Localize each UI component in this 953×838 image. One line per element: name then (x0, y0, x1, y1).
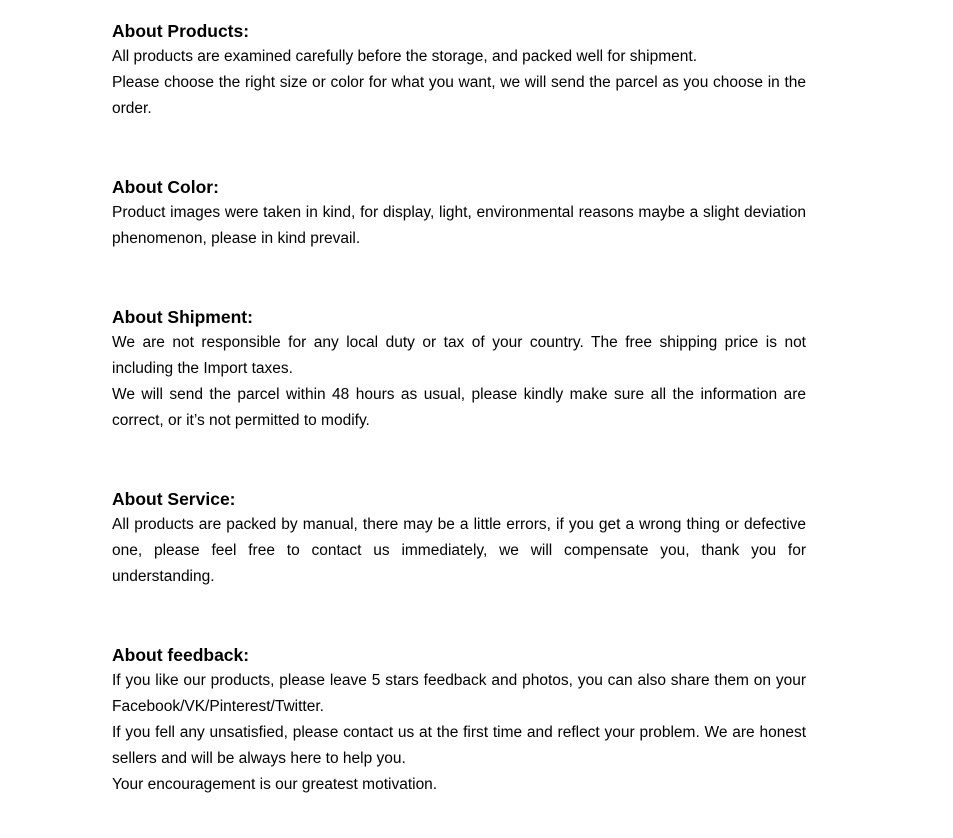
policy-document (112, 18, 806, 798)
section-paragraph: We will send the parcel within 48 hours as usual, please kindly make sure all the information are correct, or it’s not permitted to modify. (112, 386, 806, 429)
section-heading: About Shipment: (112, 307, 253, 327)
section-feedback (112, 642, 806, 798)
section-paragraph: If you fell any unsatisfied, please contact us at the first time and reflect your problem. We are honest sellers and will be always here to help you. (112, 724, 806, 767)
section-products (112, 18, 806, 122)
section-paragraph: All products are packed by manual, there may be a little errors, if you get a wrong thing or defective one, please feel free to contact us immediately, we will compensate you, thank you for understanding. (112, 516, 806, 585)
section-paragraph: If you like our products, please leave 5 stars feedback and photos, you can also share them on your Facebook/VK/Pinterest/Twitter. (112, 672, 806, 715)
section-paragraph: Your encouragement is our greatest motivation. (112, 776, 438, 793)
section-service (112, 486, 806, 590)
section-paragraph: All products are examined carefully before the storage, and packed well for shipment. (112, 48, 698, 65)
section-shipment (112, 304, 806, 434)
section-paragraph: We are not responsible for any local duty or tax of your country. The free shipping price is not including the Import taxes. (112, 334, 806, 377)
section-heading: About feedback: (112, 645, 250, 665)
section-heading: About Products: (112, 21, 250, 41)
section-heading: About Color: (112, 177, 219, 197)
section-heading: About Service: (112, 489, 236, 509)
section-paragraph: Product images were taken in kind, for display, light, environmental reasons maybe a slight deviation phenomenon, please in kind prevail. (112, 204, 806, 247)
section-paragraph: Please choose the right size or color for what you want, we will send the parcel as you choose in the order. (112, 74, 806, 117)
section-color (112, 174, 806, 252)
